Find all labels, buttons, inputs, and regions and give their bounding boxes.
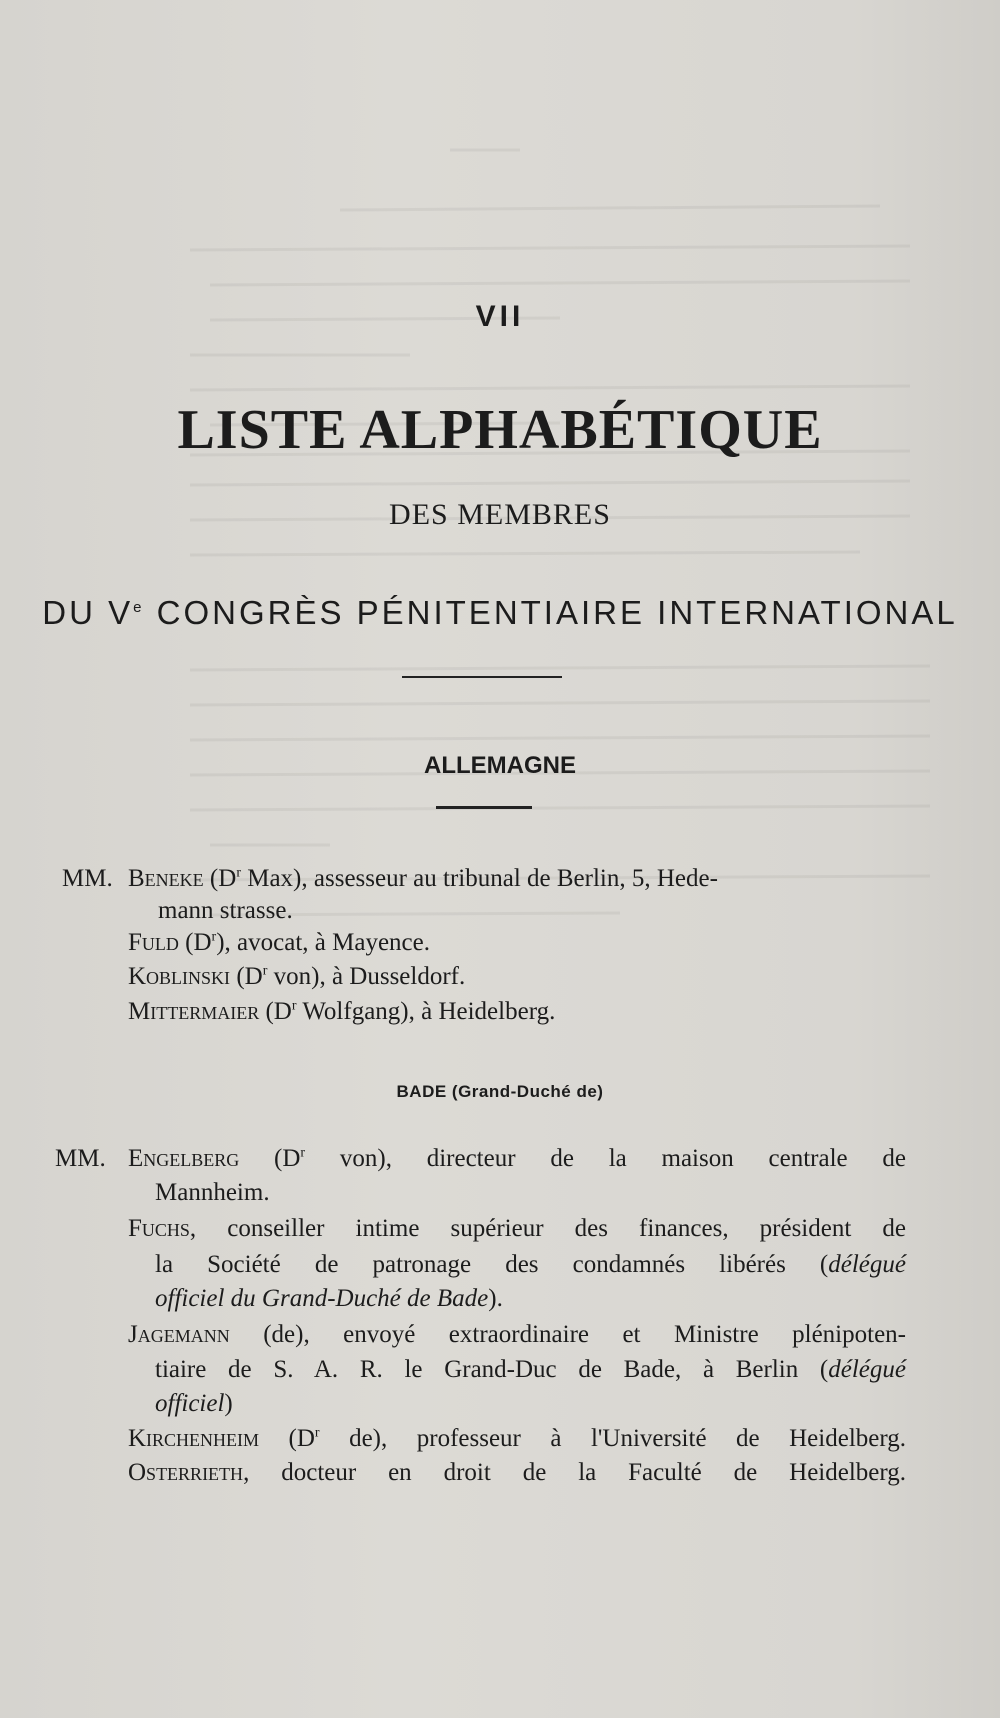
entry-fuchs-line3: officiel du Grand-Duché de Bade). — [155, 1285, 503, 1312]
entry-jagemann: Jagemann (de), envoyé extraordinaire et Ministre plénipoten- — [128, 1321, 906, 1348]
mm-label: MM. — [55, 1145, 106, 1172]
mm-label: MM. — [62, 865, 113, 892]
entry-engelberg: Engelberg ($D^r$ von), directeur de la maison centrale de — [128, 1145, 906, 1172]
entry-fuchs-line2: la Société de patronage des condamnés libérés (délégué — [155, 1251, 906, 1278]
page-subtitle-congress: DU Ve CONGRÈS PÉNITENTIAIRE INTERNATIONAL — [42, 594, 958, 631]
entry-fuchs: Fuchs, conseiller intime supérieur des finances, président de — [128, 1215, 906, 1242]
section-number: VII — [475, 300, 525, 333]
title-rule — [402, 676, 562, 678]
region-heading-bade: BADE (Grand-Duché de) — [396, 1082, 604, 1101]
country-heading-allemagne: ALLEMAGNE — [424, 752, 576, 779]
entry-beneke: Beneke ($D^r$ Max), assesseur au tribunal de Berlin, 5, Hede- — [128, 865, 718, 892]
country-rule — [436, 806, 532, 809]
entry-jagemann-line2: tiaire de S. A. R. le Grand-Duc de Bade, à Berlin (délégué — [155, 1356, 906, 1383]
entry-koblinski: Koblinski ($D^r$ von), à Dusseldorf. — [128, 963, 466, 990]
entry-engelberg-cont: Mannheim. — [155, 1179, 270, 1206]
entry-mittermaier: Mittermaier ($D^r$ Wolfgang), à Heidelberg. — [128, 998, 556, 1025]
page-title: LISTE ALPHABÉTIQUE — [177, 399, 823, 461]
entry-jagemann-line3: officiel) — [155, 1390, 233, 1417]
entry-osterrieth: Osterrieth, docteur en droit de la Faculté de Heidelberg. — [128, 1459, 906, 1486]
page-subtitle: DES MEMBRES — [389, 498, 611, 531]
entry-fuld: Fuld $(D^r)$, avocat, à Mayence. — [128, 929, 430, 956]
entry-kirchenheim: Kirchenheim ($D^r$ de), professeur à l'Université de Heidelberg. — [128, 1425, 906, 1452]
entry-beneke-cont: mann strasse. — [158, 897, 293, 924]
